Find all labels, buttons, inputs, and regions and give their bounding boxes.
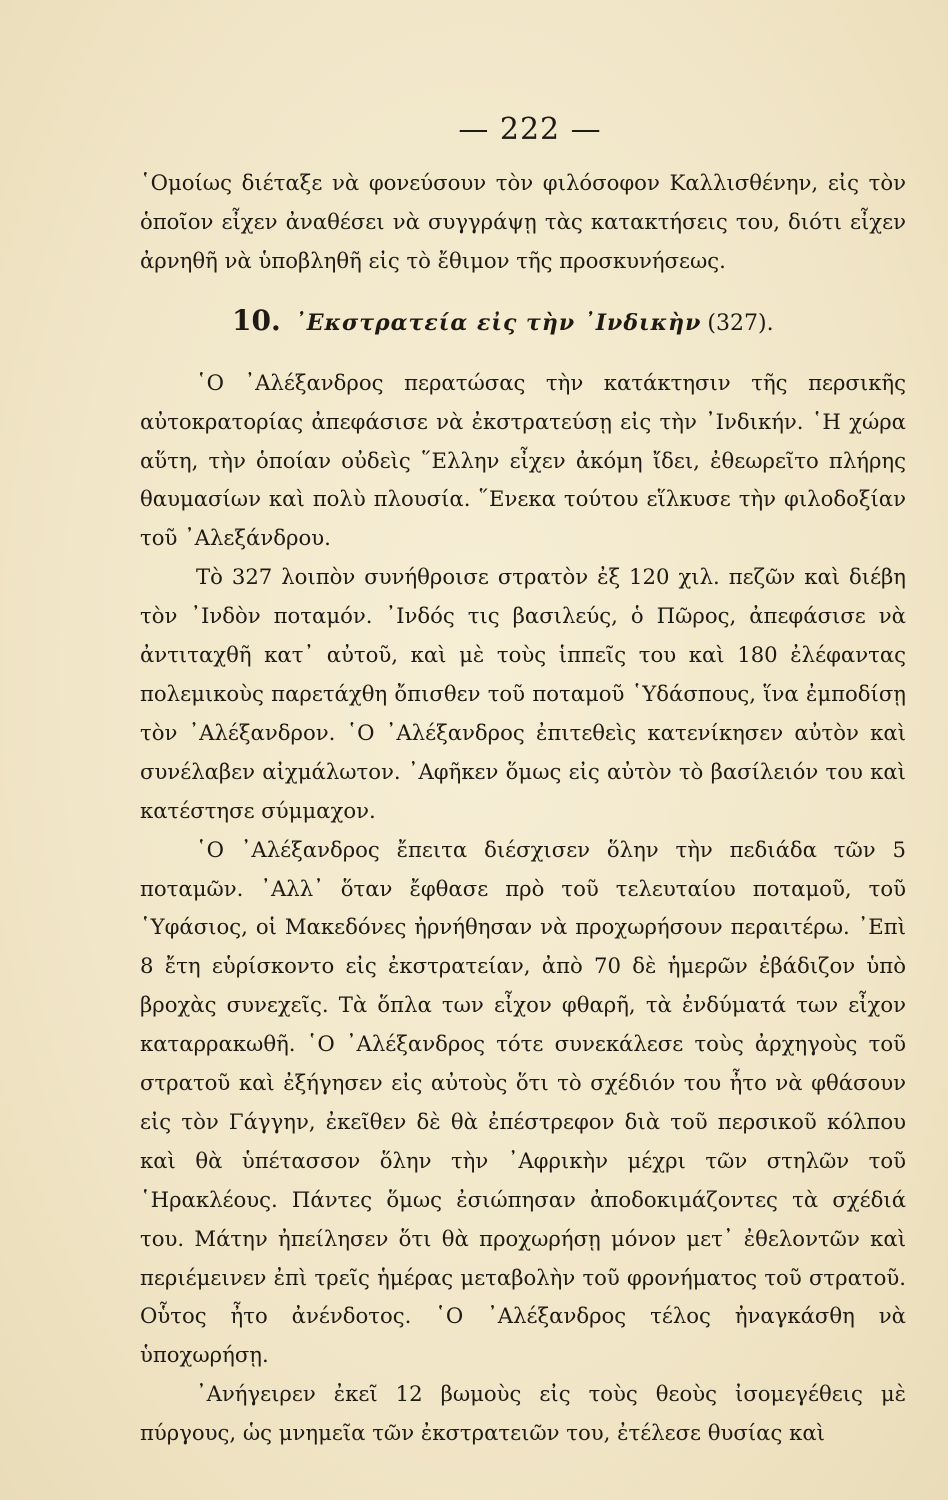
section-title: ᾿Εκστρατεία εἰς τὴν ᾿Ινδικὴν — [294, 309, 702, 336]
page-number: — 222 — — [458, 112, 602, 147]
paragraph-five-rivers: ῾Ο ᾿Αλέξανδρος ἔπειτα διέσχισεν ὅλην τὴν πεδιάδα τῶν 5 ποταμῶν. ᾿Αλλ᾽ ὅταν ἔφθασε πρὸ τοῦ τελευταίου ποταμοῦ, τοῦ ῾Υφάσιος, οἱ Μακεδόνες ἠρνήθησαν νὰ προχωρήσουν περαιτέρω. ᾿Επὶ 8 ἔτη εὑρίσκοντο εἰς ἐκστρατείαν, ἀπὸ 70 δὲ ἡμερῶν ἐβάδιζον ὑπὸ βροχὰς συνεχεῖς. Τὰ ὅπλα των εἶχον φθαρῆ, τὰ ἐνδύματά των εἶχον καταρρακωθῆ. ῾Ο ᾿Αλέξανδρος τότε συνεκάλεσε τοὺς ἀρχηγοὺς τοῦ στρατοῦ καὶ ἐξήγησεν εἰς αὐτοὺς ὅτι τὸ σχέδιόν του ἦτο νὰ φθάσουν εἰς τὸν Γάγγην, ἐκεῖθεν δὲ θὰ ἐπέστρεφον διὰ τοῦ περσικοῦ κόλπου καὶ θὰ ὑπέτασσον ὅλην τὴν ᾿Αφρικὴν μέχρι τῶν στηλῶν τοῦ ῾Ηρακλέους. Πάντες ὅμως ἐσιώπησαν ἀποδοκιμάζοντες τὰ σχέδιά του. Μάτην ἠπείλησεν ὅτι θὰ προχωρήσῃ μόνον μετ᾽ ἐθελοντῶν καὶ περιέμεινεν ἐπὶ τρεῖς ἡμέρας μεταβολὴν τοῦ φρονήματος τοῦ στρατοῦ. Οὗτος ἦτο ἀνένδοτος. ῾Ο ᾿Αλέξανδρος τέλος ἠναγκάσθη νὰ ὑποχωρήσῃ. — [140, 836, 906, 1368]
section-number: 10. — [232, 303, 281, 337]
paragraph-altars: ᾿Ανήγειρεν ἐκεῖ 12 βωμοὺς εἰς τοὺς θεοὺς ἰσομεγέθεις μὲ πύργους, ὡς μνημεῖα τῶν ἐκστρατειῶν του, ἐτέλεσε θυσίας καὶ — [140, 1381, 906, 1446]
section-year: (327). — [707, 310, 774, 336]
paragraph-decision-india: ῾Ο ᾿Αλέξανδρος περατώσας τὴν κατάκτησιν τῆς περσικῆς αὐτοκρατορίας ἀπεφάσισε νὰ ἐκστρατεύσῃ εἰς τὴν ᾿Ινδικήν. ῾Η χώρα αὕτη, τὴν ὁποίαν οὐδεὶς ῞Ελλην εἶχεν ἀκόμη ἴδει, ἐθεωρεῖτο πλήρης θαυμασίων καὶ πολὺ πλουσία. ῞Ενεκα τούτου εἵλκυσε τὴν φιλοδοξίαν τοῦ ᾿Αλεξάνδρου. — [140, 369, 906, 551]
paragraph-callisthenes: ῾Ομοίως διέταξε νὰ φονεύσουν τὸν φιλόσοφον Καλλισθένην, εἰς τὸν ὁποῖον εἶχεν ἀναθέσει νὰ συγγράψῃ τὰς κατακτήσεις του, διότι εἶχεν ἀρνηθῆ νὰ ὑποβληθῆ εἰς τὸ ἔθιμον τῆς προσκυνήσεως. — [140, 170, 906, 273]
section-heading — [140, 281, 906, 364]
page-body — [140, 164, 906, 1453]
paragraph-porus: Τὸ 327 λοιπὸν συνήθροισε στρατὸν ἐξ 120 χιλ. πεζῶν καὶ διέβη τὸν ᾿Ινδὸν ποταμόν. ᾿Ινδός τις βασιλεύς, ὁ Πῶρος, ἀπεφάσισε νὰ ἀντιταχθῆ κατ᾽ αὐτοῦ, καὶ μὲ τοὺς ἱππεῖς του καὶ 180 ἐλέφαντας πολεμικοὺς παρετάχθη ὄπισθεν τοῦ ποταμοῦ ῾Υδάσπους, ἵνα ἐμποδίσῃ τὸν ᾿Αλέξανδρον. ῾Ο ᾿Αλέξανδρος ἐπιτεθεὶς κατενίκησεν αὐτὸν καὶ συνέλαβεν αἰχμάλωτον. ᾿Αφῆκεν ὅμως εἰς αὐτὸν τὸ βασίλειόν του καὶ κατέστησε σύμμαχον. — [140, 564, 906, 823]
